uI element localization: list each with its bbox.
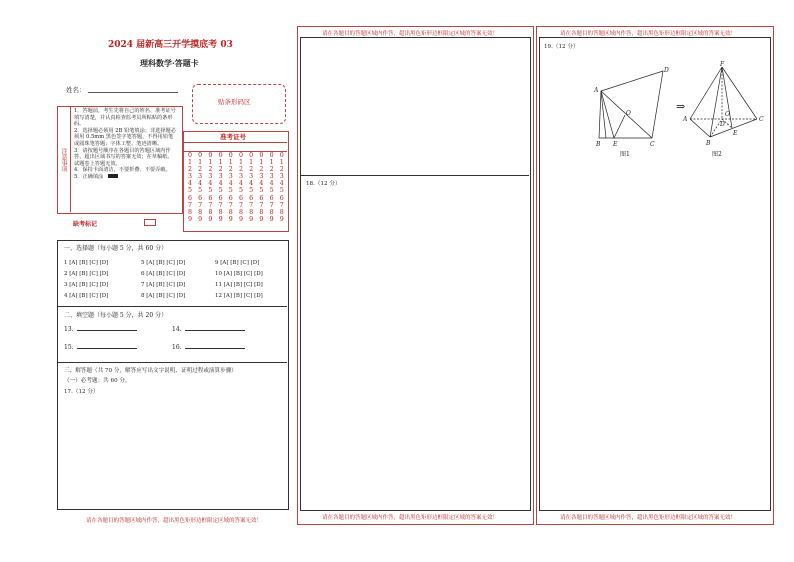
exam-digit-bubble[interactable]: 7 (208, 201, 213, 209)
exam-digit-bubble[interactable]: 0 (198, 152, 203, 159)
section-1-title: 一、选择题（每小题 5 分，共 60 分） (64, 245, 168, 252)
sheet-title: 2024 届新高三开学摸底考 03 (108, 40, 233, 50)
exam-digit-bubble[interactable]: 2 (279, 166, 284, 174)
mc-option-row[interactable]: 2 [A] [B] [C] [D] (64, 271, 109, 277)
name-field[interactable] (88, 92, 178, 93)
exam-digit-bubble[interactable]: 7 (259, 201, 264, 209)
exam-digit-bubble[interactable]: 2 (208, 166, 213, 174)
fig1-label: D (664, 67, 669, 74)
exam-digit-bubble[interactable]: 5 (259, 187, 264, 195)
blank-line[interactable] (185, 348, 245, 349)
exam-digit-bubble[interactable]: 0 (228, 152, 233, 159)
exam-digit-bubble[interactable]: 3 (228, 173, 233, 181)
mc-option-row[interactable]: 4 [A] [B] [C] [D] (64, 293, 109, 299)
section-divider (57, 306, 287, 307)
fig2-label: B (706, 140, 711, 147)
fig2-label: F (720, 61, 725, 68)
exam-digit-column (257, 152, 265, 223)
section-3-title: 三、解答题（共 70 分，解答应写出文字说明、证明过程或演算步骤） (64, 368, 237, 374)
absent-label: 缺考标记 (73, 221, 98, 228)
exam-digit-bubble[interactable]: 4 (198, 180, 203, 188)
mc-option-row[interactable]: 8 [A] [B] [C] [D] (141, 293, 186, 299)
exam-digit-bubble[interactable]: 9 (187, 215, 192, 223)
exam-digit-bubble[interactable]: 4 (187, 180, 192, 188)
exam-digit-bubble[interactable]: 3 (198, 173, 203, 181)
q19-figures (580, 58, 770, 158)
exam-digit-column (217, 152, 225, 223)
section-3-subtitle: （一）必考题：共 60 分。 (64, 378, 131, 384)
exam-digit-bubble[interactable]: 3 (187, 173, 192, 181)
exam-digit-bubble[interactable]: 1 (249, 159, 254, 167)
exam-digit-bubble[interactable]: 2 (187, 166, 192, 174)
exam-digit-column (196, 152, 204, 223)
mc-option-row[interactable]: 6 [A] [B] [C] [D] (141, 271, 186, 277)
exam-digit-bubble[interactable]: 8 (238, 208, 243, 216)
exam-digit-bubble[interactable]: 0 (269, 152, 274, 159)
exam-digit-bubble[interactable]: 5 (279, 187, 284, 195)
exam-digit-bubble[interactable]: 7 (228, 201, 233, 209)
exam-digit-bubble[interactable]: 5 (218, 187, 223, 195)
blank-line[interactable] (77, 348, 137, 349)
exam-digit-bubble[interactable]: 3 (249, 173, 254, 181)
exam-digit-column (247, 152, 255, 223)
mc-option-row[interactable]: 9 [A] [B] [C] [D] (215, 260, 260, 266)
exam-digit-bubble[interactable]: 8 (208, 208, 213, 216)
exam-digit-bubble[interactable]: 1 (259, 159, 264, 167)
figure-1 (599, 71, 663, 138)
mc-option-row[interactable]: 1 [A] [B] [C] [D] (64, 260, 109, 266)
notice-item: 4．保持卡面清洁，不要折叠、不要弄破。 (74, 167, 171, 174)
exam-digit-bubble[interactable]: 9 (279, 215, 284, 223)
exam-digit-bubble[interactable]: 9 (198, 215, 203, 223)
fig2-label: O (725, 111, 730, 118)
exam-digit-bubble[interactable]: 8 (228, 208, 233, 216)
mc-option-row[interactable]: 10 [A] [B] [C] [D] (215, 271, 263, 277)
exam-digit-bubble[interactable]: 2 (218, 166, 223, 174)
exam-digit-bubble[interactable]: 7 (249, 201, 254, 209)
notice-label: 注意事项 (60, 148, 67, 172)
notice-item: 5．正确填涂 (74, 173, 104, 180)
exam-digit-bubble[interactable]: 6 (187, 194, 192, 202)
exam-digit-bubble[interactable]: 3 (238, 173, 243, 181)
exam-digit-bubble[interactable]: 1 (218, 159, 223, 167)
quad-outline (599, 71, 663, 138)
exam-digit-bubble[interactable]: 0 (218, 152, 223, 159)
blank-line[interactable] (185, 330, 245, 331)
fig1-label: C (650, 141, 655, 148)
notice-item-fill (74, 174, 176, 181)
exam-digit-bubble[interactable]: 4 (218, 180, 223, 188)
exam-digit-bubble[interactable]: 7 (279, 201, 284, 209)
section-divider (300, 175, 529, 176)
mc-option-row[interactable]: 3 [A] [B] [C] [D] (64, 282, 109, 288)
exam-digit-bubble[interactable]: 9 (259, 215, 264, 223)
fig1-caption: 图1 (620, 151, 630, 158)
blank-16[interactable] (172, 344, 245, 351)
exam-digit-column (186, 152, 194, 223)
exam-digit-bubble[interactable]: 7 (218, 201, 223, 209)
fig1-label: A (594, 87, 599, 94)
exam-digit-bubble[interactable]: 0 (187, 152, 192, 159)
exam-digit-column (237, 152, 245, 223)
exam-digit-bubble[interactable]: 1 (238, 159, 243, 167)
exam-digit-bubble[interactable]: 8 (187, 208, 192, 216)
fig1-label: B (596, 141, 601, 148)
header-warning: 请在各题目的答题区域内作答，超出黑色矩形边框限定区域的答案无效！ (322, 31, 499, 37)
segment-ae (601, 91, 614, 138)
exam-digit-bubble[interactable]: 1 (198, 159, 203, 167)
exam-digit-bubble[interactable]: 2 (198, 166, 203, 174)
exam-digit-bubble[interactable]: 3 (269, 173, 274, 181)
blank-number: 13. (64, 326, 74, 333)
exam-digit-bubble[interactable]: 3 (208, 173, 213, 181)
exam-digit-bubble[interactable]: 8 (249, 208, 254, 216)
exam-digit-bubble[interactable]: 7 (187, 201, 192, 209)
footer-warning: 请在各题目的答题区域内作答，超出黑色矩形边框限定区域的答案无效！ (322, 515, 499, 521)
mc-option-row[interactable]: 5 [A] [B] [C] [D] (141, 260, 186, 266)
exam-number-label: 准考证号 (220, 133, 246, 141)
exam-digit-bubble[interactable]: 2 (249, 166, 254, 174)
exam-digit-bubble[interactable]: 8 (218, 208, 223, 216)
exam-digit-bubble[interactable]: 6 (208, 194, 213, 202)
mc-option-row[interactable]: 11 [A] [B] [C] [D] (215, 282, 263, 288)
exam-digit-bubble[interactable]: 1 (187, 159, 192, 167)
q19-answer-area[interactable] (540, 160, 768, 508)
exam-digit-bubble[interactable]: 1 (279, 159, 284, 167)
mc-option-row[interactable]: 7 [A] [B] [C] [D] (141, 282, 186, 288)
blank-14[interactable] (172, 326, 245, 333)
exam-digit-bubble[interactable]: 6 (228, 194, 233, 202)
exam-digit-bubble[interactable]: 8 (259, 208, 264, 216)
transform-arrow: ⇒ (676, 100, 686, 113)
exam-digit-bubble[interactable]: 1 (228, 159, 233, 167)
fig2-caption: 图2 (712, 151, 722, 158)
edge-ab (690, 119, 710, 137)
blank-13[interactable] (64, 326, 137, 333)
exam-digit-column (278, 152, 286, 223)
sheet-subtitle: 理科数学·答题卡 (140, 58, 199, 68)
exam-digit-bubble[interactable]: 4 (208, 180, 213, 188)
exam-digit-bubble[interactable]: 2 (259, 166, 264, 174)
notice-item: 2．选择题必须用 2B 铅笔填涂；非选择题必须用 0.5mm 黑色签字笔答题，不得用铅笔或圆珠笔答题；字体工整、笔迹清晰。 (74, 127, 176, 147)
exam-digit-bubble[interactable]: 8 (279, 208, 284, 216)
exam-digit-bubble[interactable]: 6 (218, 194, 223, 202)
fig2-label: E (733, 130, 738, 137)
exam-digit-bubble[interactable]: 2 (238, 166, 243, 174)
exam-digit-bubble[interactable]: 1 (269, 159, 274, 167)
blank-number: 16. (172, 344, 182, 351)
name-label: 姓名： (66, 86, 86, 94)
exam-digit-bubble[interactable]: 4 (279, 180, 284, 188)
notice-item: 1．答题前，考生先将自己的姓名、准考证号填写清楚，并认真检查监考员所粘贴的条形码。 (74, 108, 176, 128)
exam-digit-bubble[interactable]: 5 (269, 187, 274, 195)
barcode-label: 贴条形码区 (218, 98, 251, 106)
exam-digit-bubble[interactable]: 4 (259, 180, 264, 188)
segment-ab (601, 91, 606, 138)
exam-digit-bubble[interactable]: 0 (249, 152, 254, 159)
question-17-label: 17.（12 分） (64, 389, 99, 395)
exam-digit-bubble[interactable]: 8 (198, 208, 203, 216)
exam-digit-bubble[interactable]: 9 (218, 215, 223, 223)
exam-number-input-row[interactable] (183, 142, 287, 152)
exam-digit-bubble[interactable]: 1 (208, 159, 213, 167)
exam-digit-bubble[interactable]: 0 (208, 152, 213, 159)
section-divider (57, 362, 287, 363)
blank-15[interactable] (64, 344, 137, 351)
footer-warning: 请在各题目的答题区域内作答，超出黑色矩形边框限定区域的答案无效！ (86, 518, 263, 524)
exam-digit-bubble[interactable]: 3 (218, 173, 223, 181)
exam-digit-bubble[interactable]: 5 (249, 187, 254, 195)
exam-digit-bubble[interactable]: 4 (238, 180, 243, 188)
exam-digit-bubble[interactable]: 9 (249, 215, 254, 223)
notice-item: 3．请按题号顺序在各题目的答题区域内作答，超出区域书写的答案无效；在草稿纸、试题卷上答题无效。 (74, 147, 173, 167)
exam-digit-bubble[interactable]: 4 (249, 180, 254, 188)
exam-digit-bubble[interactable]: 6 (238, 194, 243, 202)
exam-digit-bubble[interactable]: 5 (198, 187, 203, 195)
exam-digit-bubble[interactable]: 0 (279, 152, 284, 159)
exam-digit-bubble[interactable]: 6 (249, 194, 254, 202)
blank-number: 15. (64, 344, 74, 351)
q17-continuation-area[interactable] (301, 38, 528, 174)
fig1-label: E (613, 141, 618, 148)
exam-digit-bubble[interactable]: 5 (228, 187, 233, 195)
exam-digit-bubble[interactable]: 4 (269, 180, 274, 188)
exam-digit-bubble[interactable]: 5 (208, 187, 213, 195)
question-18-label: 18.（12 分） (306, 181, 341, 187)
exam-digit-bubble[interactable]: 7 (269, 201, 274, 209)
exam-digit-bubble[interactable]: 3 (259, 173, 264, 181)
exam-digit-bubble[interactable]: 6 (259, 194, 264, 202)
exam-digit-bubble[interactable]: 3 (279, 173, 284, 181)
exam-digit-bubble[interactable]: 4 (228, 180, 233, 188)
header-warning: 请在各题目的答题区域内作答，超出黑色矩形边框限定区域的答案无效！ (560, 31, 737, 37)
q18-answer-area[interactable] (301, 188, 528, 508)
section-2-title: 二、填空题（每小题 5 分，共 20 分） (64, 312, 168, 319)
segment-eo (614, 115, 625, 138)
fig2-label: C (759, 116, 764, 123)
exam-digit-bubble[interactable]: 6 (279, 194, 284, 202)
exam-digit-bubble[interactable]: 7 (198, 201, 203, 209)
filled-sample-mark (108, 174, 118, 178)
exam-digit-bubble[interactable]: 5 (238, 187, 243, 195)
mc-option-row[interactable]: 12 [A] [B] [C] [D] (215, 293, 263, 299)
notice-list (74, 108, 176, 181)
blank-number: 14. (172, 326, 182, 333)
absent-checkbox[interactable] (144, 219, 156, 226)
exam-digit-bubble[interactable]: 6 (269, 194, 274, 202)
exam-digit-bubble[interactable]: 0 (238, 152, 243, 159)
exam-digit-bubble[interactable]: 9 (228, 215, 233, 223)
exam-digit-column (268, 152, 276, 223)
exam-digit-bubble[interactable]: 9 (208, 215, 213, 223)
exam-digit-column (227, 152, 235, 223)
exam-digit-column (206, 152, 214, 223)
exam-digit-bubble[interactable]: 6 (198, 194, 203, 202)
blank-line[interactable] (77, 330, 137, 331)
q17-answer-area[interactable] (58, 396, 286, 507)
fig2-label: D (720, 121, 725, 128)
exam-digit-bubble[interactable]: 2 (269, 166, 274, 174)
fig1-label: O (626, 110, 631, 117)
exam-digit-bubble[interactable]: 0 (259, 152, 264, 159)
footer-warning: 请在各题目的答题区域内作答，超出黑色矩形边框限定区域的答案无效！ (560, 515, 737, 521)
exam-digit-bubble[interactable]: 5 (187, 187, 192, 195)
fig2-label: A (683, 116, 688, 123)
notice-divider (70, 106, 71, 212)
exam-digit-bubble[interactable]: 9 (238, 215, 243, 223)
question-19-label: 19.（12 分） (544, 44, 579, 50)
exam-digit-bubble[interactable]: 9 (269, 215, 274, 223)
exam-digit-bubble[interactable]: 7 (238, 201, 243, 209)
exam-digit-bubble[interactable]: 2 (228, 166, 233, 174)
exam-digit-bubble[interactable]: 8 (269, 208, 274, 216)
